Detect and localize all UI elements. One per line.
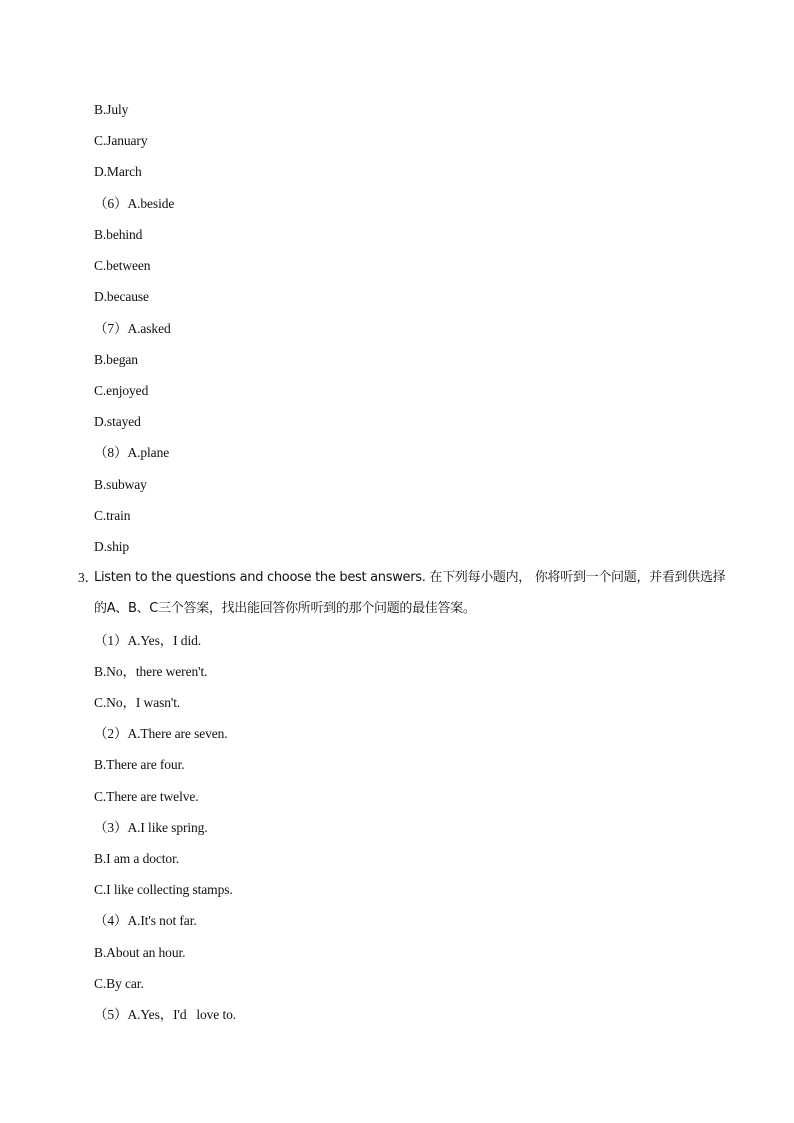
- option-line: C.By car.: [94, 976, 144, 991]
- sub-question-line: （8）A.plane: [94, 445, 170, 460]
- option-line: C.enjoyed: [94, 383, 149, 398]
- option-line: B.There are four.: [94, 757, 185, 772]
- option-line: C.train: [94, 508, 131, 523]
- sub-question-line: （3）A.I like spring.: [94, 820, 208, 835]
- option-line: B.I am a doctor.: [94, 851, 180, 866]
- option-line: C.between: [94, 258, 151, 273]
- option-line: C.January: [94, 133, 148, 148]
- sub-question-line: （6）A.beside: [94, 196, 175, 211]
- option-line: C.I like collecting stamps.: [94, 882, 233, 897]
- option-line: B.began: [94, 352, 138, 367]
- option-line: D.stayed: [94, 414, 141, 429]
- option-line: B.About an hour.: [94, 945, 186, 960]
- option-line: D.because: [94, 289, 149, 304]
- sub-question-line: （1）A.Yes，I did.: [94, 633, 202, 648]
- option-line: B.July: [94, 102, 129, 117]
- question-instruction: Listen to the questions and choose the best answers. 在下列每小题内， 你将听到一个问题，并看到供选择: [94, 570, 726, 585]
- question-instruction-continued: 的A、B、C三个答案，找出能回答你所听到的那个问题的最佳答案。: [94, 601, 476, 616]
- sub-question-line: （4）A.It's not far.: [94, 913, 197, 928]
- sub-question-line: （2）A.There are seven.: [94, 726, 228, 741]
- option-line: B.subway: [94, 477, 147, 492]
- option-line: B.behind: [94, 227, 143, 242]
- option-line: B.No，there weren't.: [94, 664, 208, 679]
- option-line: D.March: [94, 164, 142, 179]
- sub-question-line: （5）A.Yes，I'd love to.: [94, 1007, 237, 1022]
- sub-question-line: （7）A.asked: [94, 321, 171, 336]
- question-number: 3．: [78, 570, 99, 585]
- option-line: C.No，I wasn't.: [94, 695, 181, 710]
- option-line: D.ship: [94, 539, 130, 554]
- option-line: C.There are twelve.: [94, 789, 199, 804]
